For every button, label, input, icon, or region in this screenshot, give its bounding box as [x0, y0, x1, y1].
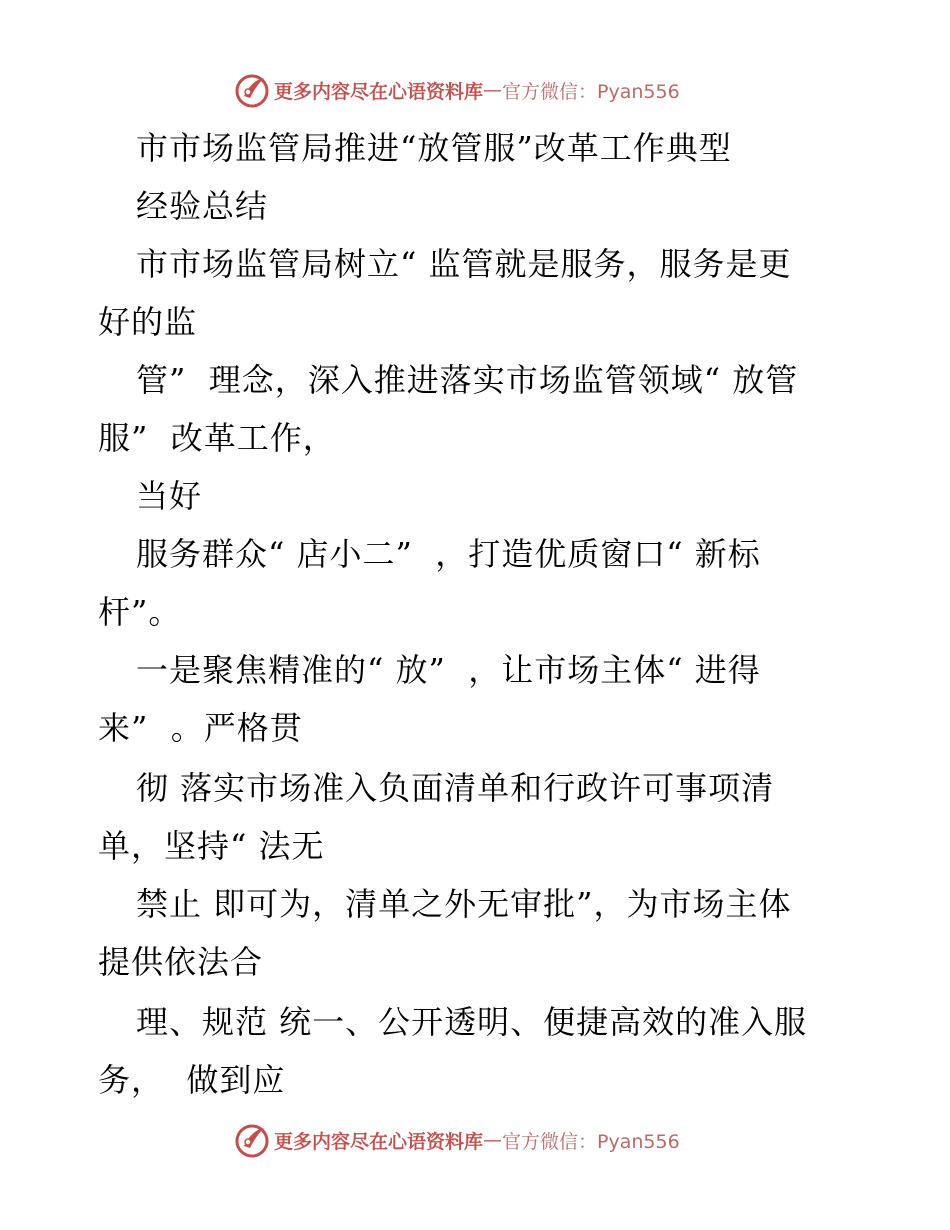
- paragraph-line: 禁止 即可为，清单之外无审批”，为市场主体: [136, 885, 792, 923]
- watermark-separator: —: [483, 79, 503, 101]
- paragraph-line: 服” 改革工作，: [98, 419, 336, 457]
- watermark-separator: —: [483, 1129, 503, 1151]
- document-title-line-1: 市市场监管局推进“放管服”改革工作典型: [136, 129, 732, 167]
- watermark-wechat-text: 官方微信：Pyan556: [502, 80, 680, 103]
- watermark-banner-top: [234, 70, 680, 110]
- watermark-brand-text: 更多内容尽在心语资料库: [274, 80, 484, 103]
- watermark-banner-bottom: [234, 1120, 680, 1160]
- paragraph-line: 一是聚焦精准的“ 放” ，让市场主体“ 进得: [136, 651, 761, 689]
- watermark-wechat-text: 官方微信：Pyan556: [502, 1130, 680, 1153]
- paragraph-line: 彻 落实市场准入负面清单和行政许可事项清: [136, 769, 775, 807]
- paragraph-line: 杆”。: [98, 593, 182, 631]
- paragraph-line: 当好: [136, 477, 203, 515]
- paragraph-line: 服务群众“ 店小二” ，打造优质窗口“ 新标: [136, 535, 761, 573]
- brand-logo-icon: [234, 72, 270, 108]
- paragraph-line: 市市场监管局树立“ 监管就是服务，服务是更: [136, 245, 792, 283]
- paragraph-line: 理、规范 统一、公开透明、便捷高效的准入服: [136, 1003, 808, 1041]
- watermark-brand-text: 更多内容尽在心语资料库: [274, 1130, 484, 1153]
- paragraph-line: 提供依法合: [98, 943, 264, 981]
- paragraph-line: 好的监: [98, 303, 198, 341]
- paragraph-line: 管” 理念，深入推进落实市场监管领域“ 放管: [136, 361, 799, 399]
- document-title-line-2: 经验总结: [136, 187, 269, 225]
- brand-logo-icon: [234, 1122, 270, 1158]
- paragraph-line: 务， 做到应: [98, 1061, 286, 1099]
- paragraph-line: 单，坚持“ 法无: [98, 827, 325, 865]
- paragraph-line: 来” 。严格贯: [98, 709, 303, 747]
